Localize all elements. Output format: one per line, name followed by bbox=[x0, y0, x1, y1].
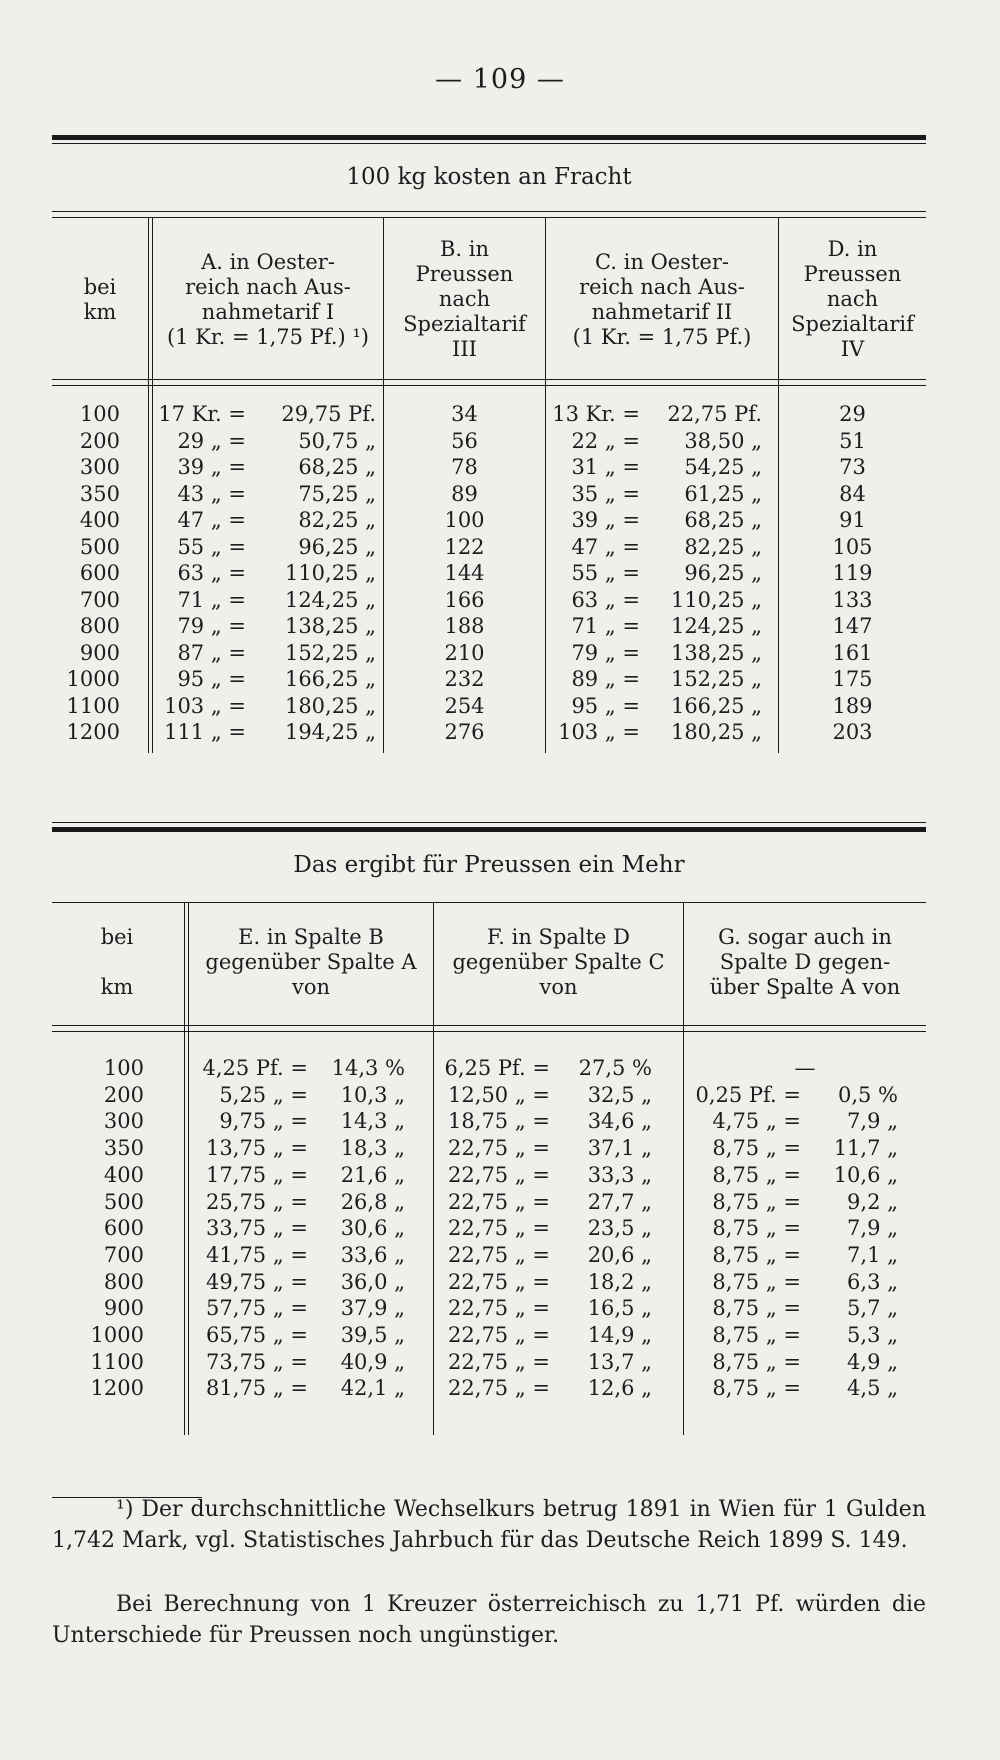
table-bottom-rule bbox=[52, 827, 926, 832]
table-cell: 13,75 „ = bbox=[206, 1136, 308, 1161]
table-cell: 40,9 „ bbox=[340, 1349, 405, 1374]
table-cell: 900 bbox=[103, 1296, 144, 1321]
column-header-g: G. sogar auch in Spalte D gegen- über Spalte A von bbox=[709, 924, 901, 999]
table-cell: 18,2 „ bbox=[587, 1269, 652, 1294]
table-cell: 0,5 % bbox=[837, 1082, 898, 1107]
column-header-km: bei km bbox=[83, 274, 117, 324]
table-cell: 9,2 „ bbox=[847, 1189, 898, 1214]
table-cell: 22,75 „ = bbox=[448, 1216, 550, 1241]
table-cell: 254 bbox=[444, 693, 485, 718]
table-cell: 51 bbox=[839, 428, 866, 453]
table-cell: 350 bbox=[103, 1136, 144, 1161]
table-row bbox=[0, 559, 1000, 587]
table-cell: 103 „ = bbox=[164, 693, 246, 718]
table-cell: 91 bbox=[839, 508, 866, 532]
table-cell: 61,25 „ bbox=[684, 481, 762, 506]
table-cell: 4,75 „ = bbox=[712, 1109, 801, 1134]
table-row bbox=[0, 1161, 1000, 1189]
table-row bbox=[0, 480, 1000, 508]
table-cell: 6,25 Pf. = bbox=[444, 1056, 550, 1080]
table-cell: 4,25 Pf. = bbox=[202, 1056, 308, 1080]
table-cell: 700 bbox=[79, 587, 120, 612]
table-cell: 82,25 „ bbox=[298, 508, 376, 532]
table-cell: 161 bbox=[832, 640, 873, 665]
table-cell: 7,9 „ bbox=[847, 1109, 898, 1134]
table-cell: 103 „ = bbox=[558, 720, 640, 744]
table-cell: 8,75 „ = bbox=[712, 1376, 801, 1401]
table-cell: 147 bbox=[832, 614, 873, 638]
table-cell: 41,75 „ = bbox=[206, 1242, 308, 1267]
table-cell: 42,1 „ bbox=[340, 1376, 405, 1401]
table-cell: 22,75 „ = bbox=[448, 1162, 550, 1187]
table-row bbox=[0, 1268, 1000, 1296]
table-cell: 22,75 „ = bbox=[448, 1296, 550, 1321]
table-cell: 22,75 „ = bbox=[448, 1269, 550, 1294]
table-cell: 68,25 „ bbox=[684, 508, 762, 532]
table-cell: 65,75 „ = bbox=[206, 1323, 308, 1347]
table-cell: 133 bbox=[832, 587, 873, 612]
table-cell: 500 bbox=[103, 1189, 144, 1214]
table-top-rule bbox=[52, 135, 926, 140]
table-cell: 22,75 Pf. bbox=[667, 402, 762, 426]
table-cell: 14,3 „ bbox=[340, 1109, 405, 1134]
table-cell: 29 bbox=[839, 402, 866, 426]
table-cell: 152,25 „ bbox=[670, 667, 762, 691]
table-cell: 89 „ = bbox=[571, 667, 640, 691]
table-cell: 111 „ = bbox=[164, 720, 246, 744]
table-cell: 8,75 „ = bbox=[712, 1189, 801, 1214]
table-cell: 8,75 „ = bbox=[712, 1162, 801, 1187]
table-cell: 34,6 „ bbox=[587, 1109, 652, 1134]
table-row bbox=[0, 586, 1000, 614]
table-cell: 8,75 „ = bbox=[712, 1242, 801, 1267]
table-row bbox=[0, 1214, 1000, 1242]
table-cell: 22,75 „ = bbox=[448, 1323, 550, 1347]
table-cell: 73,75 „ = bbox=[206, 1349, 308, 1374]
table-cell: 89 bbox=[451, 481, 478, 506]
table-cell: 8,75 „ = bbox=[712, 1136, 801, 1161]
table-cell: 166,25 „ bbox=[284, 667, 376, 691]
table-cell: 188 bbox=[444, 614, 485, 638]
table-cell: 81,75 „ = bbox=[206, 1376, 308, 1401]
table-row bbox=[0, 1081, 1000, 1109]
table-cell: 22 „ = bbox=[571, 428, 640, 453]
table-row bbox=[0, 1054, 1000, 1082]
table-cell: 1000 bbox=[90, 1323, 144, 1347]
table-cell: 34 bbox=[451, 402, 478, 426]
table-cell: 37,1 „ bbox=[587, 1136, 652, 1161]
table-cell: 700 bbox=[103, 1242, 144, 1267]
table-cell: 138,25 „ bbox=[670, 640, 762, 665]
table-cell: 55 „ = bbox=[571, 561, 640, 585]
table-cell: 124,25 „ bbox=[284, 587, 376, 612]
table-cell: 8,75 „ = bbox=[712, 1296, 801, 1321]
table-cell: 11,7 „ bbox=[833, 1136, 898, 1161]
table-cell: 5,25 „ = bbox=[219, 1082, 308, 1107]
table-cell: 13 Kr. = bbox=[552, 402, 640, 426]
table-cell: 17 Kr. = bbox=[158, 402, 246, 426]
table-rule bbox=[52, 1025, 926, 1026]
table-cell: 152,25 „ bbox=[284, 640, 376, 665]
table-row bbox=[0, 1134, 1000, 1162]
table-row bbox=[0, 400, 1000, 428]
table-row bbox=[0, 665, 1000, 693]
table-cell: 100 bbox=[444, 508, 485, 532]
table-row bbox=[0, 1321, 1000, 1349]
table-cell: 96,25 „ bbox=[684, 561, 762, 585]
table-row bbox=[0, 1188, 1000, 1216]
table-row bbox=[0, 718, 1000, 746]
table-cell: 31 „ = bbox=[571, 455, 640, 479]
table-cell: 7,9 „ bbox=[847, 1216, 898, 1241]
table-cell: 4,5 „ bbox=[847, 1376, 898, 1401]
table-cell: 29,75 Pf. bbox=[281, 402, 376, 426]
table-cell: 21,6 „ bbox=[340, 1162, 405, 1187]
table-row bbox=[0, 692, 1000, 720]
table-cell: 1100 bbox=[90, 1349, 144, 1374]
table-row bbox=[0, 1294, 1000, 1322]
column-header-a: A. in Oester- reich nach Aus- nahmetarif I (1 Kr. = 1,75 Pf.) ¹) bbox=[166, 249, 369, 349]
table-row bbox=[0, 506, 1000, 534]
table-cell: 105 bbox=[832, 534, 873, 559]
table-cell: 39 „ = bbox=[177, 455, 246, 479]
table-row bbox=[0, 1107, 1000, 1135]
table-cell: 63 „ = bbox=[177, 561, 246, 585]
table-cell: 18,3 „ bbox=[340, 1136, 405, 1161]
table-cell: 47 „ = bbox=[177, 508, 246, 532]
table-cell: 10,3 „ bbox=[340, 1082, 405, 1107]
table-cell: 9,75 „ = bbox=[219, 1109, 308, 1134]
table-cell: 78 bbox=[451, 455, 478, 479]
column-header-d: D. in Preussen nach Spezialtarif IV bbox=[791, 237, 914, 361]
table-cell: 166 bbox=[444, 587, 485, 612]
table-cell: 32,5 „ bbox=[587, 1082, 652, 1107]
table-cell: 49,75 „ = bbox=[206, 1269, 308, 1294]
footnote-note: Bei Berechnung von 1 Kreuzer österreichisch zu 1,71 Pf. würden die Unterschiede für Preussen noch ungünstiger. bbox=[52, 1592, 926, 1648]
table-cell: 96,25 „ bbox=[298, 534, 376, 559]
column-header-km: bei km bbox=[100, 924, 134, 999]
table-cell: 68,25 „ bbox=[298, 455, 376, 479]
table-body bbox=[0, 1054, 1000, 1434]
page-number: — 109 — bbox=[435, 64, 565, 95]
table-cell: 8,75 „ = bbox=[712, 1269, 801, 1294]
table-cell: 38,50 „ bbox=[684, 428, 762, 453]
table-cell: 166,25 „ bbox=[670, 693, 762, 718]
table-cell: 1100 bbox=[66, 693, 120, 718]
table-cell: 110,25 „ bbox=[284, 561, 376, 585]
table-cell: 33,6 „ bbox=[340, 1242, 405, 1267]
table-caption: 100 kg kosten an Fracht bbox=[346, 164, 632, 190]
table-cell: 12,50 „ = bbox=[448, 1082, 550, 1107]
table-cell: 87 „ = bbox=[177, 640, 246, 665]
table-cell: 276 bbox=[444, 720, 485, 744]
table-row bbox=[0, 427, 1000, 455]
table-cell: 22,75 „ = bbox=[448, 1136, 550, 1161]
table-cell: 47 „ = bbox=[571, 534, 640, 559]
table-cell: 144 bbox=[444, 561, 485, 585]
table-cell: 180,25 „ bbox=[670, 720, 762, 744]
table-cell: 20,6 „ bbox=[587, 1242, 652, 1267]
table-cell: 63 „ = bbox=[571, 587, 640, 612]
table-rule bbox=[52, 211, 926, 212]
table-cell: 95 „ = bbox=[177, 667, 246, 691]
table-cell: 55 „ = bbox=[177, 534, 246, 559]
table-cell: 6,3 „ bbox=[847, 1269, 898, 1294]
table-caption: Das ergibt für Preussen ein Mehr bbox=[293, 852, 685, 878]
table-cell: 110,25 „ bbox=[670, 587, 762, 612]
table-cell: 37,9 „ bbox=[340, 1296, 405, 1321]
table-cell: 189 bbox=[832, 693, 873, 718]
table-cell: 500 bbox=[79, 534, 120, 559]
table-cell: 7,1 „ bbox=[847, 1242, 898, 1267]
table-cell: 400 bbox=[79, 508, 120, 532]
table-row bbox=[0, 612, 1000, 640]
table-cell: — bbox=[794, 1056, 816, 1080]
column-header-e: E. in Spalte B gegenüber Spalte A von bbox=[205, 924, 417, 999]
table-row bbox=[0, 639, 1000, 667]
table-row bbox=[0, 1374, 1000, 1402]
table-cell: 75,25 „ bbox=[298, 481, 376, 506]
table-cell: 22,75 „ = bbox=[448, 1376, 550, 1401]
table-cell: 203 bbox=[832, 720, 873, 744]
table-cell: 300 bbox=[103, 1109, 144, 1134]
table-cell: 900 bbox=[79, 640, 120, 665]
table-cell: 50,75 „ bbox=[298, 428, 376, 453]
table-cell: 71 „ = bbox=[571, 614, 640, 638]
table-cell: 200 bbox=[79, 428, 120, 453]
table-cell: 56 bbox=[451, 428, 478, 453]
table-cell: 84 bbox=[839, 481, 866, 506]
table-cell: 138,25 „ bbox=[284, 614, 376, 638]
table-cell: 1200 bbox=[66, 720, 120, 744]
table-cell: 54,25 „ bbox=[684, 455, 762, 479]
table-cell: 8,75 „ = bbox=[712, 1323, 801, 1347]
table-cell: 122 bbox=[444, 534, 485, 559]
table-cell: 35 „ = bbox=[571, 481, 640, 506]
column-header-b: B. in Preussen nach Spezialtarif III bbox=[403, 237, 526, 361]
table-cell: 175 bbox=[832, 667, 873, 691]
table-cell: 39 „ = bbox=[571, 508, 640, 532]
table-cell: 5,3 „ bbox=[847, 1323, 898, 1347]
table-body bbox=[0, 400, 1000, 750]
table-cell: 17,75 „ = bbox=[206, 1162, 308, 1187]
table-cell: 232 bbox=[444, 667, 485, 691]
table-cell: 12,6 „ bbox=[587, 1376, 652, 1401]
table-cell: 210 bbox=[444, 640, 485, 665]
table-cell: 119 bbox=[832, 561, 873, 585]
table-rule bbox=[52, 822, 926, 823]
table-cell: 82,25 „ bbox=[684, 534, 762, 559]
table-cell: 18,75 „ = bbox=[448, 1109, 550, 1134]
table-cell: 16,5 „ bbox=[587, 1296, 652, 1321]
table-cell: 180,25 „ bbox=[284, 693, 376, 718]
table-row bbox=[0, 533, 1000, 561]
table-cell: 0,25 Pf. = bbox=[695, 1082, 801, 1107]
table-cell: 25,75 „ = bbox=[206, 1189, 308, 1214]
column-header-c: C. in Oester- reich nach Aus- nahmetarif II (1 Kr. = 1,75 Pf.) bbox=[572, 249, 752, 349]
table-cell: 8,75 „ = bbox=[712, 1349, 801, 1374]
table-cell: 22,75 „ = bbox=[448, 1349, 550, 1374]
table-cell: 22,75 „ = bbox=[448, 1242, 550, 1267]
table-row bbox=[0, 1241, 1000, 1269]
footnote: ¹) Der durchschnittliche Wechselkurs betrug 1891 in Wien für 1 Gulden 1,742 Mark, vgl. Statistisches Jahrbuch für das Deutsche Reich 1899 S. 149. bbox=[52, 1497, 926, 1553]
table-cell: 71 „ = bbox=[177, 587, 246, 612]
table-rule bbox=[52, 379, 926, 380]
table-cell: 8,75 „ = bbox=[712, 1216, 801, 1241]
table-cell: 124,25 „ bbox=[670, 614, 762, 638]
table-cell: 36,0 „ bbox=[340, 1269, 405, 1294]
table-cell: 200 bbox=[103, 1082, 144, 1107]
table-cell: 600 bbox=[103, 1216, 144, 1241]
table-cell: 14,3 % bbox=[331, 1056, 405, 1080]
table-cell: 95 „ = bbox=[571, 693, 640, 718]
table-cell: 33,75 „ = bbox=[206, 1216, 308, 1241]
table-rule bbox=[52, 143, 926, 144]
table-cell: 27,5 % bbox=[578, 1056, 652, 1080]
table-cell: 1200 bbox=[90, 1376, 144, 1401]
table-cell: 33,3 „ bbox=[587, 1162, 652, 1187]
table-rule bbox=[52, 385, 926, 386]
table-cell: 39,5 „ bbox=[340, 1323, 405, 1347]
table-cell: 43 „ = bbox=[177, 481, 246, 506]
table-cell: 29 „ = bbox=[177, 428, 246, 453]
table-cell: 27,7 „ bbox=[587, 1189, 652, 1214]
table-cell: 79 „ = bbox=[571, 640, 640, 665]
table-cell: 300 bbox=[79, 455, 120, 479]
table-rule bbox=[52, 217, 926, 218]
table-cell: 400 bbox=[103, 1162, 144, 1187]
table-cell: 30,6 „ bbox=[340, 1216, 405, 1241]
table-cell: 23,5 „ bbox=[587, 1216, 652, 1241]
table-row bbox=[0, 453, 1000, 481]
table-cell: 5,7 „ bbox=[847, 1296, 898, 1321]
table-cell: 73 bbox=[839, 455, 866, 479]
table-cell: 79 „ = bbox=[177, 614, 246, 638]
table-cell: 14,9 „ bbox=[587, 1323, 652, 1347]
table-cell: 800 bbox=[103, 1269, 144, 1294]
table-cell: 4,9 „ bbox=[847, 1349, 898, 1374]
table-cell: 350 bbox=[79, 481, 120, 506]
table-cell: 13,7 „ bbox=[587, 1349, 652, 1374]
table-cell: 10,6 „ bbox=[833, 1162, 898, 1187]
table-cell: 194,25 „ bbox=[284, 720, 376, 744]
table-cell: 57,75 „ = bbox=[206, 1296, 308, 1321]
table-cell: 600 bbox=[79, 561, 120, 585]
table-cell: 22,75 „ = bbox=[448, 1189, 550, 1214]
table-cell: 100 bbox=[103, 1056, 144, 1080]
column-header-f: F. in Spalte D gegenüber Spalte C von bbox=[452, 924, 665, 999]
table-cell: 1000 bbox=[66, 667, 120, 691]
table-rule bbox=[52, 1031, 926, 1032]
table-row bbox=[0, 1348, 1000, 1376]
table-cell: 100 bbox=[79, 402, 120, 426]
table-cell: 26,8 „ bbox=[340, 1189, 405, 1214]
table-cell: 800 bbox=[79, 614, 120, 638]
